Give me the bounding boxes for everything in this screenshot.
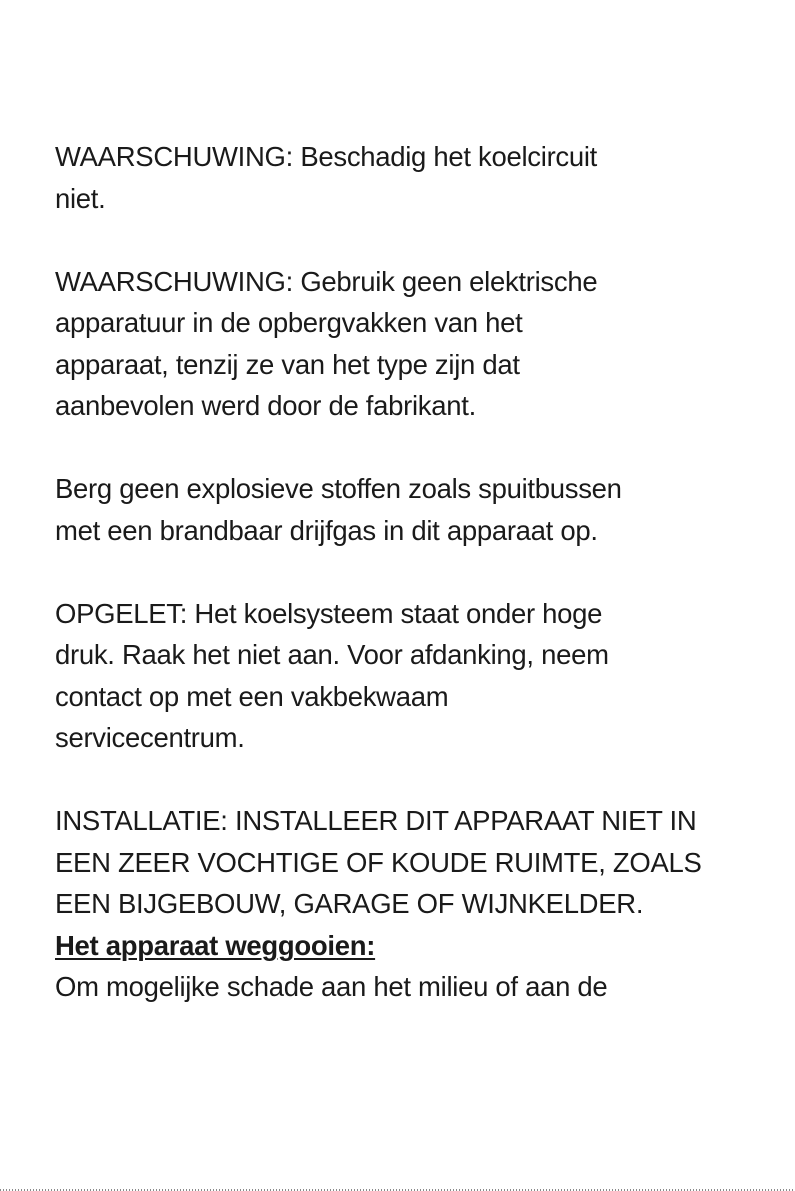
warning-electrical-appliances: WAARSCHUWING: Gebruik geen elektrische apparatuur in de opbergvakken van het apparaat, tenzij ze van het type zijn dat aanbevolen werd door de fabrikant. [55, 265, 598, 421]
disposal-text: Om mogelijke schade aan het milieu of aan de [55, 971, 608, 1002]
installation-notice: INSTALLATIE: INSTALLEER DIT APPARAAT NIET IN EEN ZEER VOCHTIGE OF KOUDE RUIMTE, ZOALS EEN BIJGEBOUW, GARAGE OF WIJNKELDER. [55, 805, 702, 919]
caution-high-pressure: OPGELET: Het koelsysteem staat onder hoge druk. Raak het niet aan. Voor afdanking, neem contact op met een vakbekwaam servicecentrum. [55, 597, 609, 753]
warning-cooling-circuit: WAARSCHUWING: Beschadig het koelcircuit niet. [55, 141, 598, 214]
explosive-substances-notice: Berg geen explosieve stoffen zoals spuitbussen met een brandbaar drijfgas in dit apparaat op. [55, 473, 622, 546]
disposal-heading: Het apparaat weggooien: [55, 929, 376, 961]
document-body [55, 136, 790, 1008]
